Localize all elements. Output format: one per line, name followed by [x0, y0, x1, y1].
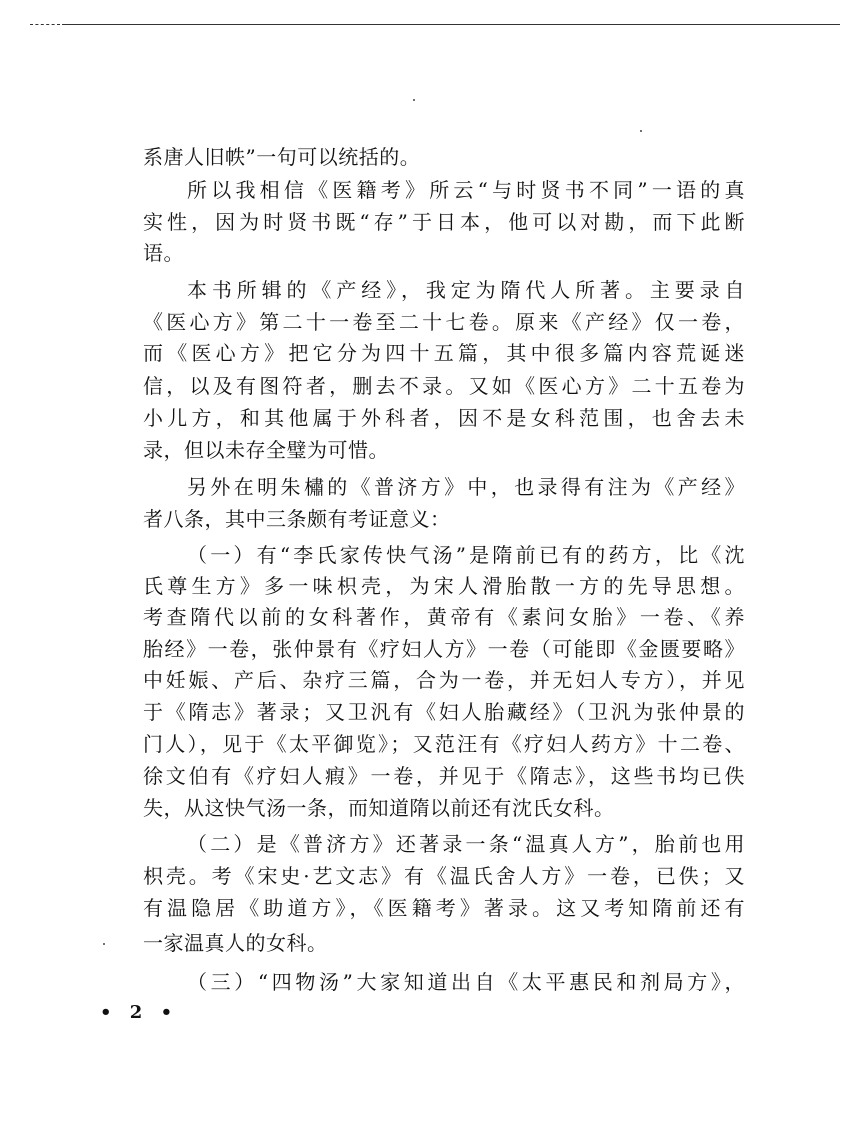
text-line: 《医心方》第二十一卷至二十七卷。原来《产经》仅一卷， [143, 310, 745, 334]
text-line: 考查隋代以前的女科著作，黄帝有《素问女胎》一卷、《养 [143, 605, 745, 629]
header-rule [62, 24, 840, 25]
text-line: 系唐人旧帙”一句可以统括的。 [143, 145, 421, 169]
text-line: 所以我相信《医籍考》所云“与时贤书不同”一语的真 [187, 178, 745, 202]
scan-speck [103, 943, 105, 945]
text-line: 失，从这快气汤一条，而知道隋以前还有沈氏女科。 [143, 796, 615, 820]
text-line: 中妊娠、产后、杂疗三篇，合为一卷，并无妇人专方），并见 [143, 668, 745, 692]
text-line: 小儿方，和其他属于外科者，因不是女科范围，也舍去未 [143, 406, 745, 430]
text-line: 语。 [143, 241, 184, 265]
text-line: 门人），见于《太平御览》；又范汪有《疗妇人药方》十二卷、 [143, 732, 745, 756]
text-line: 胎经》一卷，张仲景有《疗妇人方》一卷（可能即《金匮要略》 [143, 637, 745, 661]
scan-speck [640, 130, 642, 132]
text-line: 者八条，其中三条颇有考证意义： [143, 507, 451, 531]
text-line: 有温隐居《助道方》，《医籍考》著录。这又考知隋前还有 [143, 896, 745, 920]
text-line: 徐文伯有《疗妇人瘕》一卷，并见于《隋志》，这些书均已佚 [143, 764, 745, 788]
page-number: • 2 • [100, 1002, 179, 1023]
text-line: 实性，因为时贤书既“存”于日本，他可以对勘，而下此断 [143, 210, 745, 234]
text-line: 而《医心方》把它分为四十五篇，其中很多篇内容荒诞迷 [143, 341, 745, 365]
scan-speck [413, 99, 415, 101]
text-line: 一家温真人的女科。 [143, 931, 328, 955]
text-line: （一）有“李氏家传快气汤”是隋前已有的药方，比《沈 [187, 543, 745, 567]
text-line: 枳壳。考《宋史·艺文志》有《温氏舍人方》一卷，已佚；又 [143, 864, 745, 888]
text-line: 录，但以未存全璧为可惜。 [143, 438, 389, 462]
text-line: 氏尊生方》多一味枳壳，为宋人滑胎散一方的先导思想。 [143, 574, 745, 598]
header-dashed-rule [30, 24, 60, 25]
text-line: 信，以及有图符者，删去不录。又如《医心方》二十五卷为 [143, 374, 745, 398]
text-line: （三）“四物汤”大家知道出自《太平惠民和剂局方》， [187, 970, 745, 994]
text-line: 另外在明朱橚的《普济方》中，也录得有注为《产经》 [187, 475, 745, 499]
text-line: （二）是《普济方》还著录一条“温真人方”，胎前也用 [187, 832, 745, 856]
text-line: 于《隋志》著录；又卫汎有《妇人胎藏经》（卫汎为张仲景的 [143, 700, 745, 724]
text-line: 本书所辑的《产经》，我定为隋代人所著。主要录自 [187, 278, 745, 302]
